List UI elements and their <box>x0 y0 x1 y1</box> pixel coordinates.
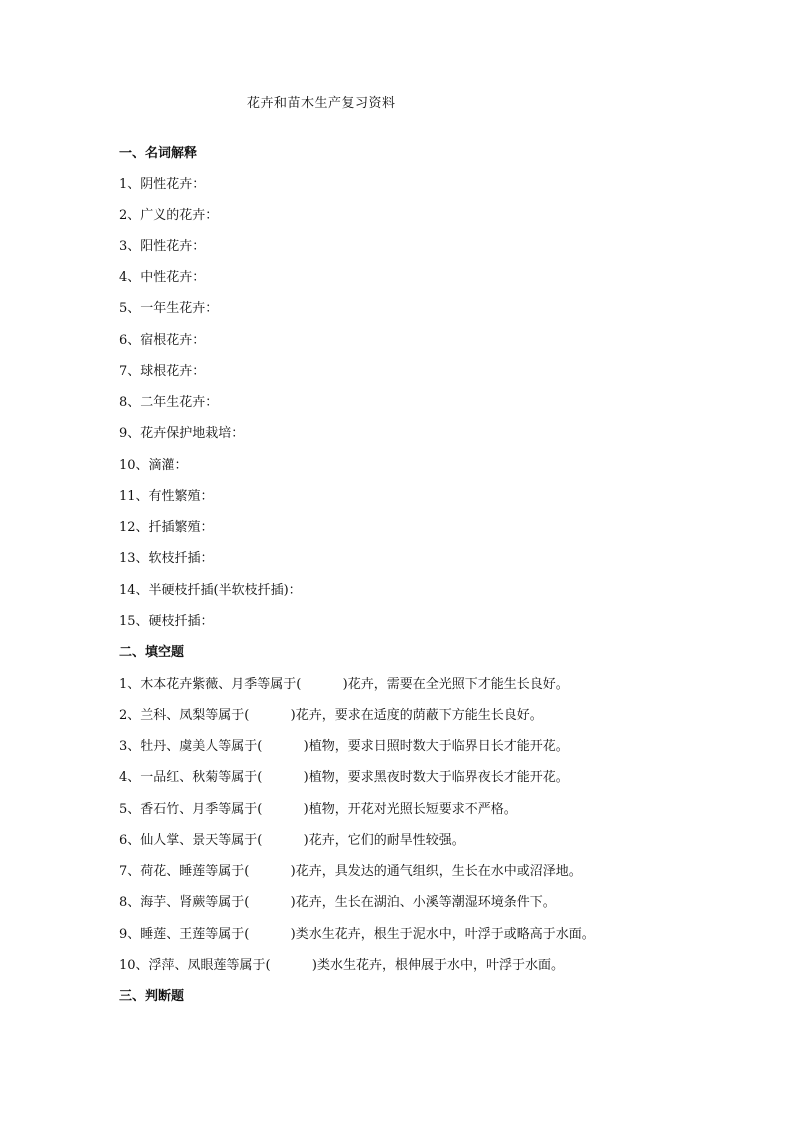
fill-in-item: 4、一品红、秋菊等属于( )植物，要求黑夜时数大于临界夜长才能开花。 <box>119 770 569 785</box>
definition-item: 14、半硬枝扦插(半软枝扦插)： <box>119 583 302 598</box>
fill-in-item: 3、牡丹、虞美人等属于( )植物，要求日照时数大于临界日长才能开花。 <box>119 739 569 754</box>
definition-item: 4、中性花卉： <box>119 270 206 285</box>
definition-item: 1、阴性花卉： <box>119 177 206 192</box>
definition-item: 8、二年生花卉： <box>119 395 219 410</box>
section-heading-definitions: 一、名词解释 <box>119 146 198 161</box>
fill-in-item: 1、木本花卉紫薇、月季等属于( )花卉，需要在全光照下才能生长良好。 <box>119 677 569 692</box>
definition-item: 5、一年生花卉： <box>119 301 219 316</box>
fill-in-item: 7、荷花、睡莲等属于( )花卉，具发达的通气组织，生长在水中或沼泽地。 <box>119 864 582 879</box>
definition-item: 7、球根花卉： <box>119 364 206 379</box>
definition-item: 11、有性繁殖： <box>119 489 214 504</box>
section-heading-true-false: 三、判断题 <box>119 989 185 1004</box>
fill-in-item: 5、香石竹、月季等属于( )植物，开花对光照长短要求不严格。 <box>119 802 517 817</box>
fill-in-item: 8、海芋、肾蕨等属于( )花卉，生长在湖泊、小溪等潮湿环境条件下。 <box>119 895 556 910</box>
definition-item: 9、花卉保护地栽培： <box>119 426 245 441</box>
fill-in-item: 6、仙人掌、景天等属于( )花卉，它们的耐旱性较强。 <box>119 833 465 848</box>
fill-in-item: 9、睡莲、王莲等属于( )类水生花卉，根生于泥水中，叶浮于或略高于水面。 <box>119 927 595 942</box>
definition-item: 3、阳性花卉： <box>119 239 206 254</box>
definition-item: 12、扦插繁殖： <box>119 520 214 535</box>
definition-item: 2、广义的花卉： <box>119 208 219 223</box>
fill-in-item: 2、兰科、凤梨等属于( )花卉，要求在适度的荫蔽下方能生长良好。 <box>119 708 543 723</box>
section-heading-fill-in: 二、填空题 <box>119 645 185 660</box>
fill-in-item: 10、浮萍、凤眼莲等属于( )类水生花卉，根伸展于水中，叶浮于水面。 <box>119 958 565 973</box>
document-title: 花卉和苗木生产复习资料 <box>247 96 396 111</box>
definition-item: 15、硬枝扦插： <box>119 614 214 629</box>
definition-item: 10、滴灌： <box>119 458 188 473</box>
definition-item: 6、宿根花卉： <box>119 333 206 348</box>
definition-item: 13、软枝扦插： <box>119 551 214 566</box>
